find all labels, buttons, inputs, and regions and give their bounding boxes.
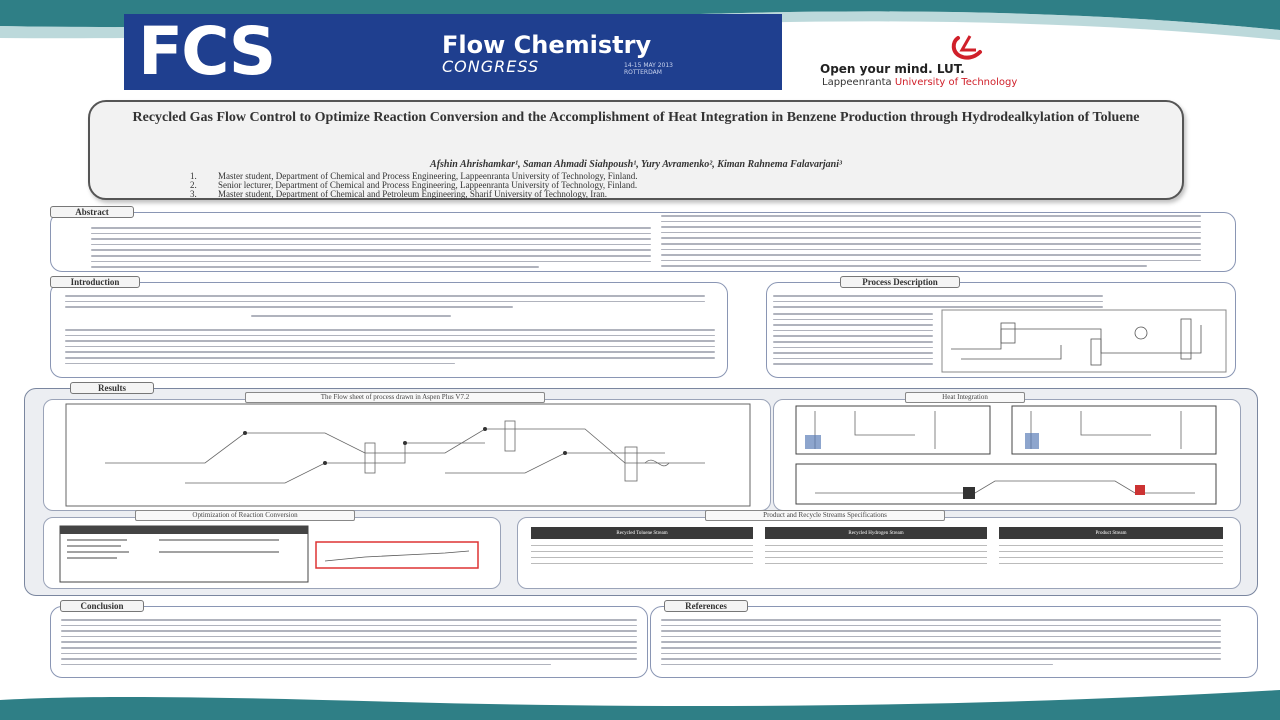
process-description-label: Process Description bbox=[840, 276, 960, 288]
conclusion-section bbox=[50, 606, 648, 678]
flowsheet-diagram bbox=[65, 403, 751, 507]
affiliations bbox=[190, 172, 1090, 199]
abstract-text-left bbox=[91, 227, 651, 272]
conclusion-text bbox=[61, 619, 637, 669]
bottom-wave-decoration bbox=[0, 680, 1280, 720]
product-table-header: Product Stream bbox=[999, 527, 1223, 539]
university-name bbox=[822, 77, 1017, 88]
university-name-plain: Lappeenranta bbox=[822, 77, 895, 88]
fcs-conference-banner bbox=[124, 14, 782, 90]
optimization-table bbox=[59, 525, 309, 583]
heat-integration-diagram-3 bbox=[795, 463, 1217, 505]
results-section bbox=[24, 388, 1258, 596]
reaction-equation bbox=[251, 315, 451, 321]
conclusion-label: Conclusion bbox=[60, 600, 144, 612]
lut-logo-icon bbox=[950, 34, 984, 62]
results-label: Results bbox=[70, 382, 154, 394]
heat-integration-diagram-1 bbox=[795, 405, 991, 455]
hydrogen-table-header: Recycled Hydrogen Stream bbox=[765, 527, 987, 539]
university-name-accent: University of Technology bbox=[894, 77, 1018, 88]
references-label: References bbox=[664, 600, 748, 612]
toluene-table-header: Recycled Toluene Stream bbox=[531, 527, 753, 539]
conference-date: 14-15 MAY 2013 ROTTERDAM bbox=[624, 62, 673, 76]
conference-sub: CONGRESS bbox=[442, 57, 540, 76]
poster-title: Recycled Gas Flow Control to Optimize Reaction Conversion and the Accomplishment of Heat Integration in Benzene Production through Hydrodealkylation of Toluene bbox=[132, 110, 1140, 125]
title-box bbox=[88, 100, 1184, 200]
abstract-text-right bbox=[661, 215, 1201, 271]
abstract-label: Abstract bbox=[50, 206, 134, 218]
introduction-section bbox=[50, 282, 728, 378]
affiliation-item: 2. Senior lecturer, Department of Chemical and Process Engineering, Lappeenranta University of Technology, Finland. bbox=[190, 180, 638, 190]
affiliation-item: 3. Master student, Department of Chemical and Petroleum Engineering, Sharif University of Technology, Iran. bbox=[190, 189, 608, 199]
process-diagram bbox=[941, 309, 1227, 373]
optimization-label: Optimization of Reaction Conversion bbox=[135, 510, 355, 521]
authors: Afshin Ahrishamkar¹, Saman Ahmadi Siahpoush¹, Yury Avramenko², Kiman Rahnema Falavarjani³ bbox=[430, 159, 842, 170]
heat-integration-diagram-2 bbox=[1011, 405, 1217, 455]
references-text bbox=[661, 619, 1221, 669]
university-slogan: Open your mind. LUT. bbox=[820, 62, 965, 76]
product-stream-table bbox=[999, 527, 1223, 564]
introduction-text bbox=[65, 295, 705, 312]
affiliation-item: 1. Master student, Department of Chemical and Process Engineering, Lappeenranta University of Technology, Finland. bbox=[190, 171, 638, 181]
hydrogen-stream-table bbox=[765, 527, 987, 564]
fcs-logo: FCS bbox=[138, 14, 275, 90]
toluene-stream-table bbox=[531, 527, 753, 564]
abstract-section bbox=[50, 212, 1236, 272]
introduction-label: Introduction bbox=[50, 276, 140, 288]
conference-name: Flow Chemistry bbox=[442, 31, 652, 59]
heat-integration-label: Heat Integration bbox=[905, 392, 1025, 403]
process-description-section bbox=[766, 282, 1236, 378]
process-text-side bbox=[773, 313, 933, 369]
flowsheet-caption: The Flow sheet of process drawn in Aspen Plus V7.2 bbox=[245, 392, 545, 403]
product-specs-label: Product and Recycle Streams Specifications bbox=[705, 510, 945, 521]
optimization-chart bbox=[315, 541, 479, 569]
references-section bbox=[650, 606, 1258, 678]
introduction-text-2 bbox=[65, 329, 715, 368]
